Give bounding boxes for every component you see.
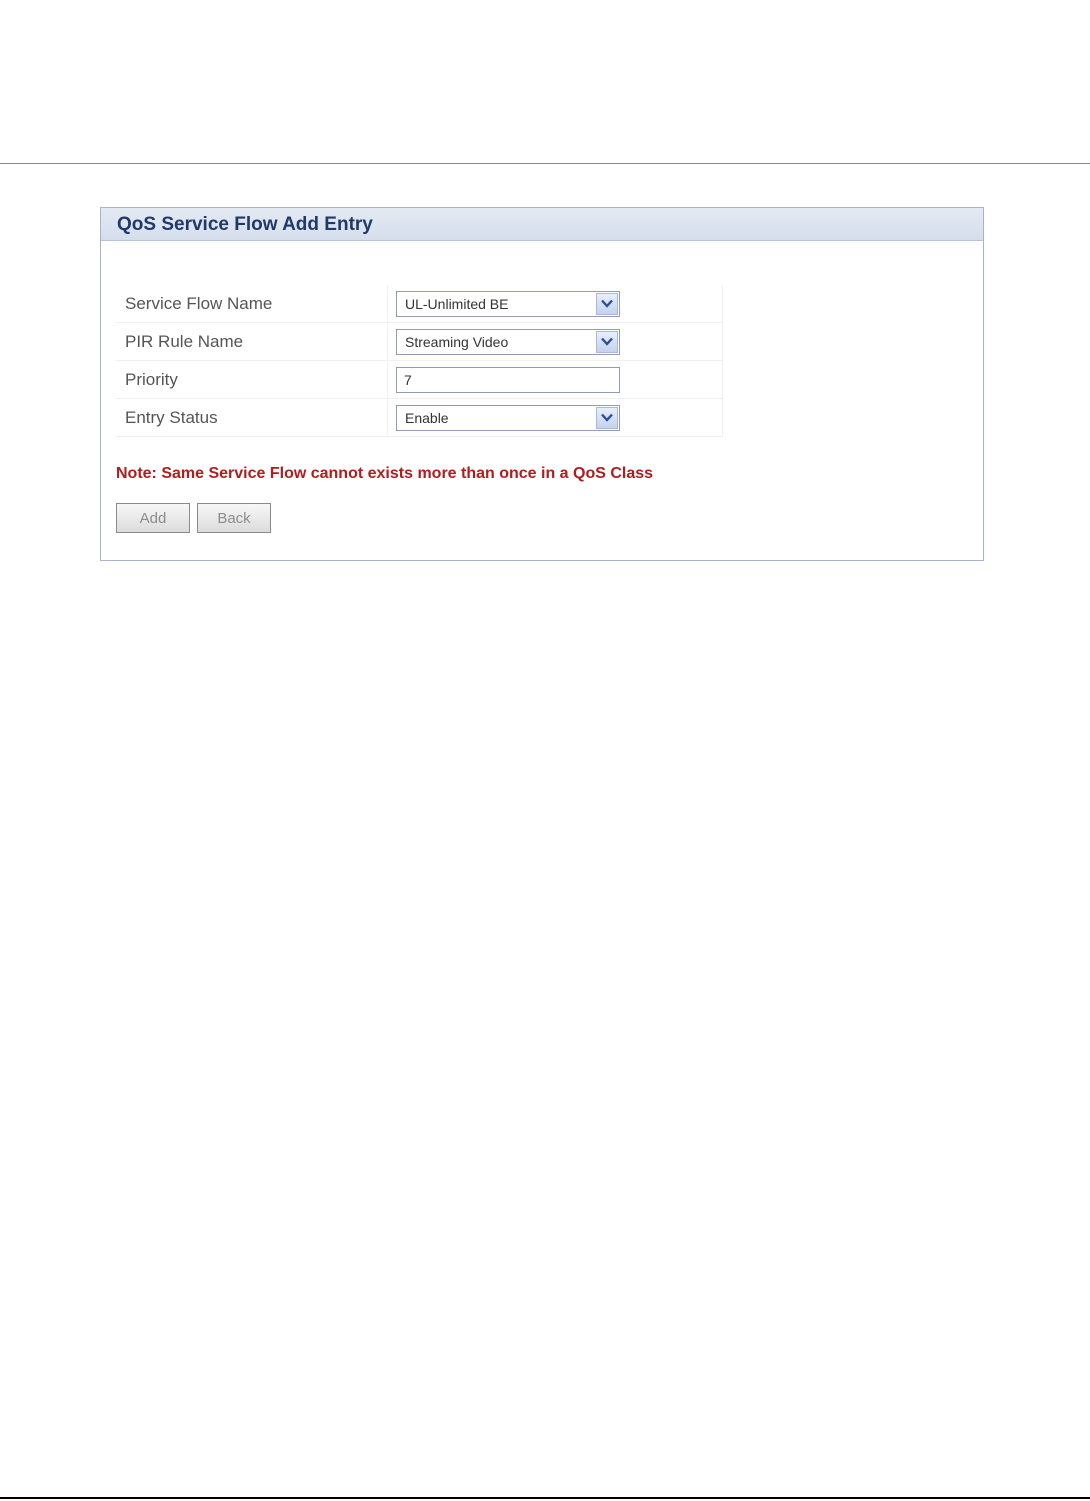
priority-label: Priority <box>116 361 388 399</box>
form-row-service-flow-name <box>116 285 723 323</box>
service-flow-name-label: Service Flow Name <box>116 285 388 323</box>
panel-header <box>101 208 983 241</box>
entry-form <box>116 285 723 437</box>
button-row <box>116 503 271 533</box>
add-button[interactable]: Add <box>116 503 190 533</box>
form-row-entry-status <box>116 399 723 437</box>
warning-note: Note: Same Service Flow cannot exists more than once in a QoS Class <box>116 465 654 482</box>
footer-divider <box>0 1497 1090 1499</box>
service-flow-name-value: UL-Unlimited BE <box>405 295 509 312</box>
chevron-down-icon[interactable] <box>596 407 618 429</box>
form-row-priority <box>116 361 723 399</box>
header-divider <box>0 163 1090 164</box>
entry-status-label: Entry Status <box>116 399 388 437</box>
pir-rule-name-label: PIR Rule Name <box>116 323 388 361</box>
qos-service-flow-panel <box>100 207 984 561</box>
back-button[interactable]: Back <box>197 503 271 533</box>
form-row-pir-rule-name <box>116 323 723 361</box>
entry-status-select[interactable] <box>396 405 620 431</box>
pir-rule-name-value: Streaming Video <box>405 333 509 350</box>
entry-status-value: Enable <box>405 409 449 426</box>
pir-rule-name-select[interactable] <box>396 329 620 355</box>
panel-title: QoS Service Flow Add Entry <box>117 214 373 235</box>
chevron-down-icon[interactable] <box>596 293 618 315</box>
priority-input[interactable] <box>396 367 620 393</box>
service-flow-name-select[interactable] <box>396 291 620 317</box>
chevron-down-icon[interactable] <box>596 331 618 353</box>
